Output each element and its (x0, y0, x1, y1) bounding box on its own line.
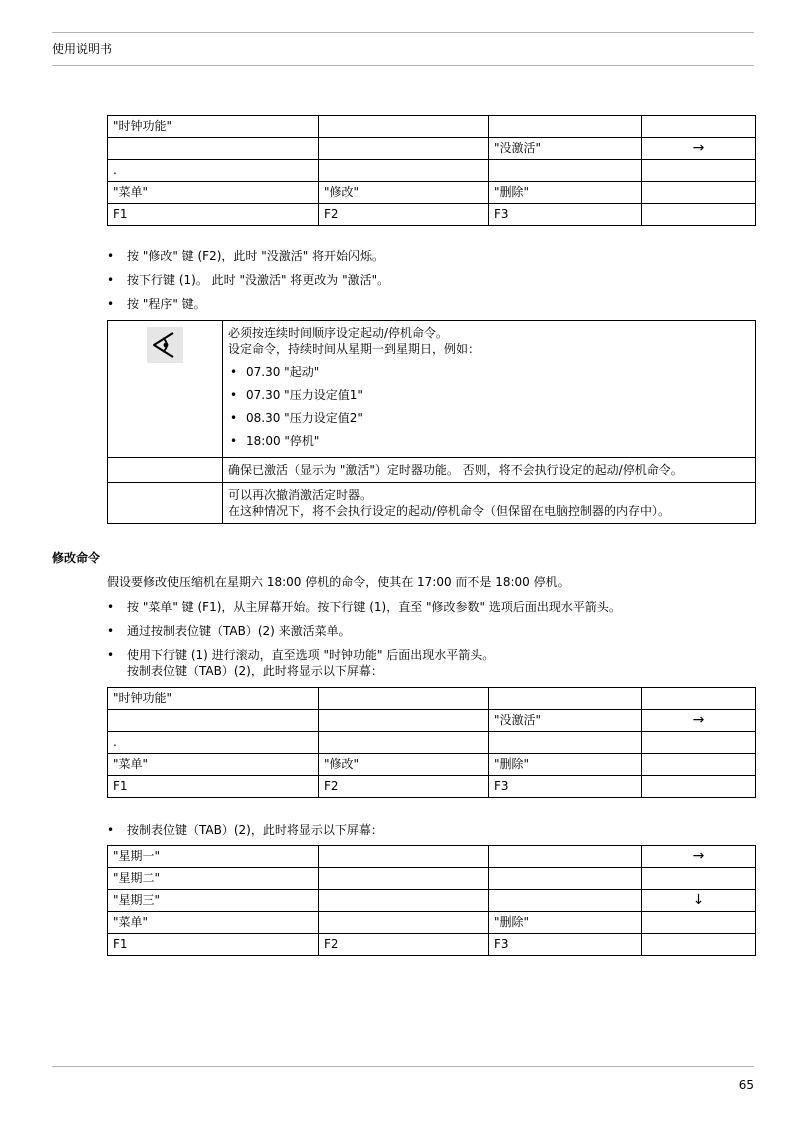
note-empty-cell (108, 483, 223, 524)
note-row (108, 321, 756, 458)
note-line: 在这种情况下，将不会执行设定的起动/停机命令（但保留在电脑控制器的内存中）。 (228, 504, 671, 518)
instruction-list-2 (107, 599, 767, 687)
screen-row (108, 138, 756, 160)
screen-cell (319, 732, 489, 754)
screen-cell (319, 688, 489, 710)
list-item: • 使用下行键 (1) 进行滚动，直至选项 "时钟功能" 后面出现水平箭头。 按制表位键（TAB）(2)，此时将显示以下屏幕： (107, 647, 767, 679)
screen-cell (642, 732, 756, 754)
screen-cell: "菜单" (108, 912, 319, 934)
screen-cell: F2 (319, 204, 489, 226)
screen-cell: . (108, 732, 319, 754)
list-item-text: 按下行键 (1)。 此时 "没激活" 将更改为 "激活"。 (127, 273, 390, 287)
screen-cell: "删除" (489, 182, 642, 204)
instruction-list-3 (107, 822, 767, 846)
note-table (107, 320, 756, 524)
list-item: • 按 "程序" 键。 (107, 297, 206, 311)
section-heading: 修改命令 (52, 551, 101, 565)
screen-cell: "没激活" (489, 138, 642, 160)
screen-cell (489, 688, 642, 710)
eye-icon (147, 352, 183, 366)
list-item: • 按 "修改" 键 (F2)，此时 "没激活" 将开始闪烁。 (107, 249, 385, 263)
note-line: 可以再次撤消激活定时器。 (228, 488, 373, 502)
note-icon-cell (108, 321, 223, 458)
screen-cell (489, 868, 642, 890)
screen-cell (319, 138, 489, 160)
top-rule (52, 32, 754, 33)
note-row (108, 458, 756, 483)
screen-cell: F3 (489, 776, 642, 798)
list-item-text: 使用下行键 (1) 进行滚动，直至选项 "时钟功能" 后面出现水平箭头。 (127, 648, 495, 662)
note-content (223, 321, 756, 458)
screen-cell: "星期三" (108, 890, 319, 912)
note-line: 设定命令，持续时间从星期一到星期日，例如： (228, 342, 481, 356)
note-empty-cell (108, 458, 223, 483)
screen-cell: "菜单" (108, 182, 319, 204)
list-item-text: 通过按制表位键（TAB）(2) 来激活菜单。 (127, 624, 351, 638)
screen-cell: F1 (108, 204, 319, 226)
screen-cell: . (108, 160, 319, 182)
screen-cell: "菜单" (108, 754, 319, 776)
note-example: • 07.30 "起动" (230, 365, 320, 379)
controller-screen-3 (107, 845, 756, 956)
list-item-text: 按 "程序" 键。 (127, 297, 206, 311)
document-header-title: 使用说明书 (52, 42, 113, 56)
screen-cell (642, 912, 756, 934)
screen-cell (319, 846, 489, 868)
list-item: • 通过按制表位键（TAB）(2) 来激活菜单。 (107, 624, 351, 638)
header-rule (52, 65, 754, 66)
list-item-text: 按 "修改" 键 (F2)，此时 "没激活" 将开始闪烁。 (127, 249, 385, 263)
screen-cell: "时钟功能" (108, 688, 319, 710)
screen-row (108, 776, 756, 798)
right-arrow-icon: → (642, 138, 756, 160)
screen-cell: F3 (489, 934, 642, 956)
screen-cell (642, 688, 756, 710)
screen-cell (319, 116, 489, 138)
screen-cell (108, 710, 319, 732)
screen-row (108, 116, 756, 138)
screen-cell (642, 182, 756, 204)
screen-cell: "星期一" (108, 846, 319, 868)
screen-cell (108, 138, 319, 160)
note-example: • 18:00 "停机" (230, 434, 320, 448)
screen-cell (319, 868, 489, 890)
right-arrow-icon: → (642, 846, 756, 868)
screen-cell (642, 868, 756, 890)
screen-cell (642, 934, 756, 956)
screen-cell: "删除" (489, 912, 642, 934)
controller-screen-2 (107, 687, 756, 798)
screen-cell: F2 (319, 934, 489, 956)
screen-row (108, 182, 756, 204)
screen-cell: "删除" (489, 754, 642, 776)
down-arrow-icon: ↓ (642, 890, 756, 912)
screen-row (108, 754, 756, 776)
note-example: • 07.30 "压力设定值1" (230, 388, 363, 402)
screen-row (108, 710, 756, 732)
screen-cell: F3 (489, 204, 642, 226)
screen-cell: "修改" (319, 182, 489, 204)
section-intro: 假设要修改使压缩机在星期六 18:00 停机的命令，使其在 17:00 而不是 18:00 停机。 (107, 575, 570, 589)
screen-cell (319, 710, 489, 732)
screen-cell (642, 160, 756, 182)
screen-cell (642, 776, 756, 798)
screen-cell: F2 (319, 776, 489, 798)
screen-row (108, 846, 756, 868)
screen-cell (642, 116, 756, 138)
screen-cell: "时钟功能" (108, 116, 319, 138)
screen-cell (319, 890, 489, 912)
screen-row (108, 868, 756, 890)
screen-cell (489, 846, 642, 868)
screen-cell (489, 732, 642, 754)
right-arrow-icon: → (642, 710, 756, 732)
screen-cell (489, 116, 642, 138)
instruction-list-1 (107, 248, 767, 320)
screen-cell (319, 160, 489, 182)
screen-cell (642, 204, 756, 226)
screen-cell: "没激活" (489, 710, 642, 732)
screen-row (108, 204, 756, 226)
footer-rule (52, 1066, 754, 1067)
screen-row (108, 890, 756, 912)
screen-row (108, 934, 756, 956)
screen-cell: F1 (108, 776, 319, 798)
screen-row (108, 688, 756, 710)
screen-cell: F1 (108, 934, 319, 956)
list-item: • 按制表位键（TAB）(2)，此时将显示以下屏幕： (107, 823, 383, 837)
screen-cell: "星期二" (108, 868, 319, 890)
screen-cell (642, 754, 756, 776)
list-item: • 按下行键 (1)。 此时 "没激活" 将更改为 "激活"。 (107, 273, 390, 287)
list-item-text: 按 "菜单" 键 (F1)，从主屏幕开始。按下行键 (1)，直至 "修改参数" 选项后面出现水平箭头。 (127, 600, 621, 614)
page-number: 65 (738, 1078, 754, 1092)
screen-cell (489, 890, 642, 912)
screen-row (108, 160, 756, 182)
screen-row (108, 912, 756, 934)
list-item-text: 按制表位键（TAB）(2)，此时将显示以下屏幕： (127, 664, 383, 678)
note-row (108, 483, 756, 524)
screen-cell (319, 912, 489, 934)
list-item: • 按 "菜单" 键 (F1)，从主屏幕开始。按下行键 (1)，直至 "修改参数" 选项后面出现水平箭头。 (107, 600, 621, 614)
note-example: • 08.30 "压力设定值2" (230, 411, 363, 425)
screen-row (108, 732, 756, 754)
screen-cell (489, 160, 642, 182)
note-line: 必须按连续时间顺序设定起动/停机命令。 (228, 326, 449, 340)
note-content: 确保已激活（显示为 "激活"）定时器功能。 否则，将不会执行设定的起动/停机命令。 (223, 458, 756, 483)
list-item-text: 按制表位键（TAB）(2)，此时将显示以下屏幕： (127, 823, 383, 837)
controller-screen-1 (107, 115, 756, 226)
note-content (223, 483, 756, 524)
screen-cell: "修改" (319, 754, 489, 776)
